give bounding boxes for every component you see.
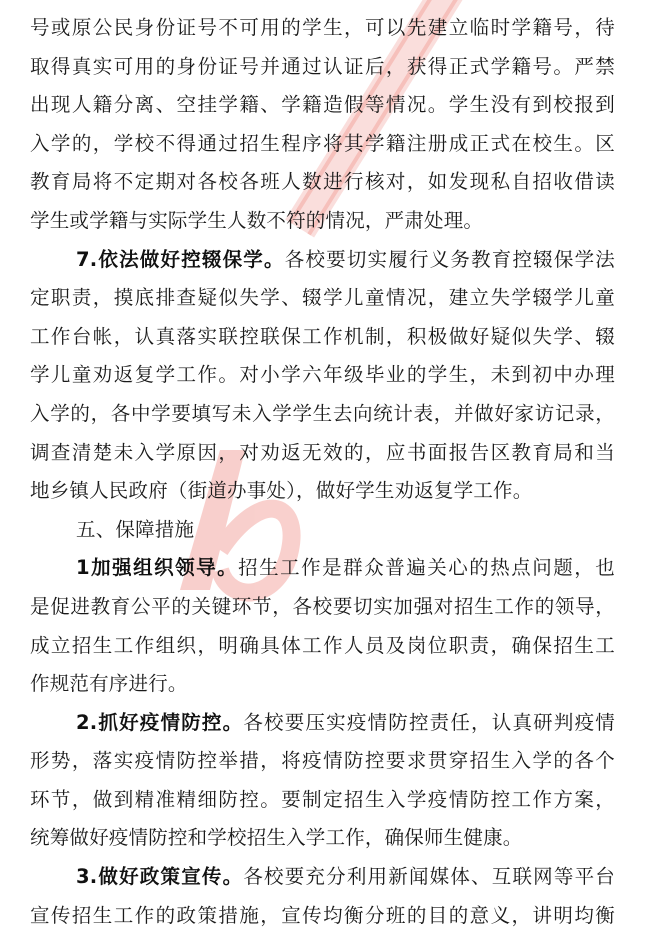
paragraph-line: 成立招生工作组织，明确具体工作人员及岗位职责，确保招生工 bbox=[30, 633, 615, 657]
paragraph-line: 地乡镇人民政府（街道办事处），做好学生劝返复学工作。 bbox=[30, 479, 533, 503]
paragraph-line: 号或原公民身份证号不可用的学生，可以先建立临时学籍号，待 bbox=[30, 16, 615, 39]
paragraph-line: 作规范有序进行。 bbox=[30, 672, 188, 696]
document-body bbox=[30, 9, 615, 935]
item-1-first-line bbox=[30, 549, 615, 588]
paragraph-line: 入学的，学校不得通过招生程序将其学籍注册成正式在校生。区 bbox=[30, 131, 615, 155]
item-2-title: 2.抓好疫情防控。 bbox=[76, 710, 244, 734]
item-3-title: 3.做好政策宣传。 bbox=[76, 865, 244, 889]
paragraph-line: 教育局将不定期对各校各班人数进行核对，如发现私自招收借读 bbox=[30, 170, 615, 194]
item-1-title: 1加强组织领导。 bbox=[76, 556, 239, 580]
paragraph-line: 出现人籍分离、空挂学籍、学籍造假等情况。学生没有到校报到 bbox=[30, 93, 615, 117]
section-7-title: 7.依法做好控辍保学。 bbox=[76, 247, 285, 271]
item-2-text: 各校要压实疫情防控责任，认真研判疫情 bbox=[243, 710, 615, 734]
paragraph-line: 形势，落实疫情防控举措，将疫情防控要求贯穿招生入学的各个 bbox=[30, 749, 615, 773]
item-3-text: 各校要充分利用新闻媒体、互联网等平台 bbox=[243, 865, 615, 889]
paragraph-line: 取得真实可用的身份证号并通过认证后，获得正式学籍号。严禁 bbox=[30, 54, 615, 78]
paragraph-line: 学儿童劝返复学工作。对小学六年级毕业的学生，未到初中办理 bbox=[30, 363, 615, 387]
paragraph-line: 工作台帐，认真落实联控联保工作机制，积极做好疑似失学、辍 bbox=[30, 324, 615, 348]
paragraph-line: 调查清楚未入学原因，对劝返无效的，应书面报告区教育局和当 bbox=[30, 440, 615, 464]
item-2-first-line bbox=[30, 704, 615, 743]
section-7-text: 各校要切实履行义务教育控辍保学法 bbox=[284, 247, 616, 271]
paragraph-line: 环节，做到精准精细防控。要制定招生入学疫情防控工作方案， bbox=[30, 787, 615, 811]
paragraph-line: 入学的，各中学要填写未入学学生去向统计表，并做好家访记录， bbox=[30, 401, 615, 425]
section-7-first-line bbox=[30, 241, 615, 280]
paragraph-line: 是促进教育公平的关键环节，各校要切实加强对招生工作的领导， bbox=[30, 594, 615, 618]
paragraph-line: 定职责，摸底排查疑似失学、辍学儿童情况，建立失学辍学儿童 bbox=[30, 286, 615, 310]
item-1-text: 招生工作是群众普遍关心的热点问题，也 bbox=[238, 556, 615, 580]
paragraph-line: 学生或学籍与实际学生人数不符的情况，严肃处理。 bbox=[30, 208, 484, 232]
item-3-first-line bbox=[30, 858, 615, 897]
section-heading: 五、保障措施 bbox=[76, 517, 195, 541]
paragraph-line: 统筹做好疫情防控和学校招生入学工作，确保师生健康。 bbox=[30, 826, 523, 850]
paragraph-line: 宣传招生工作的政策措施，宣传均衡分班的目的意义，讲明均衡 bbox=[30, 903, 615, 927]
